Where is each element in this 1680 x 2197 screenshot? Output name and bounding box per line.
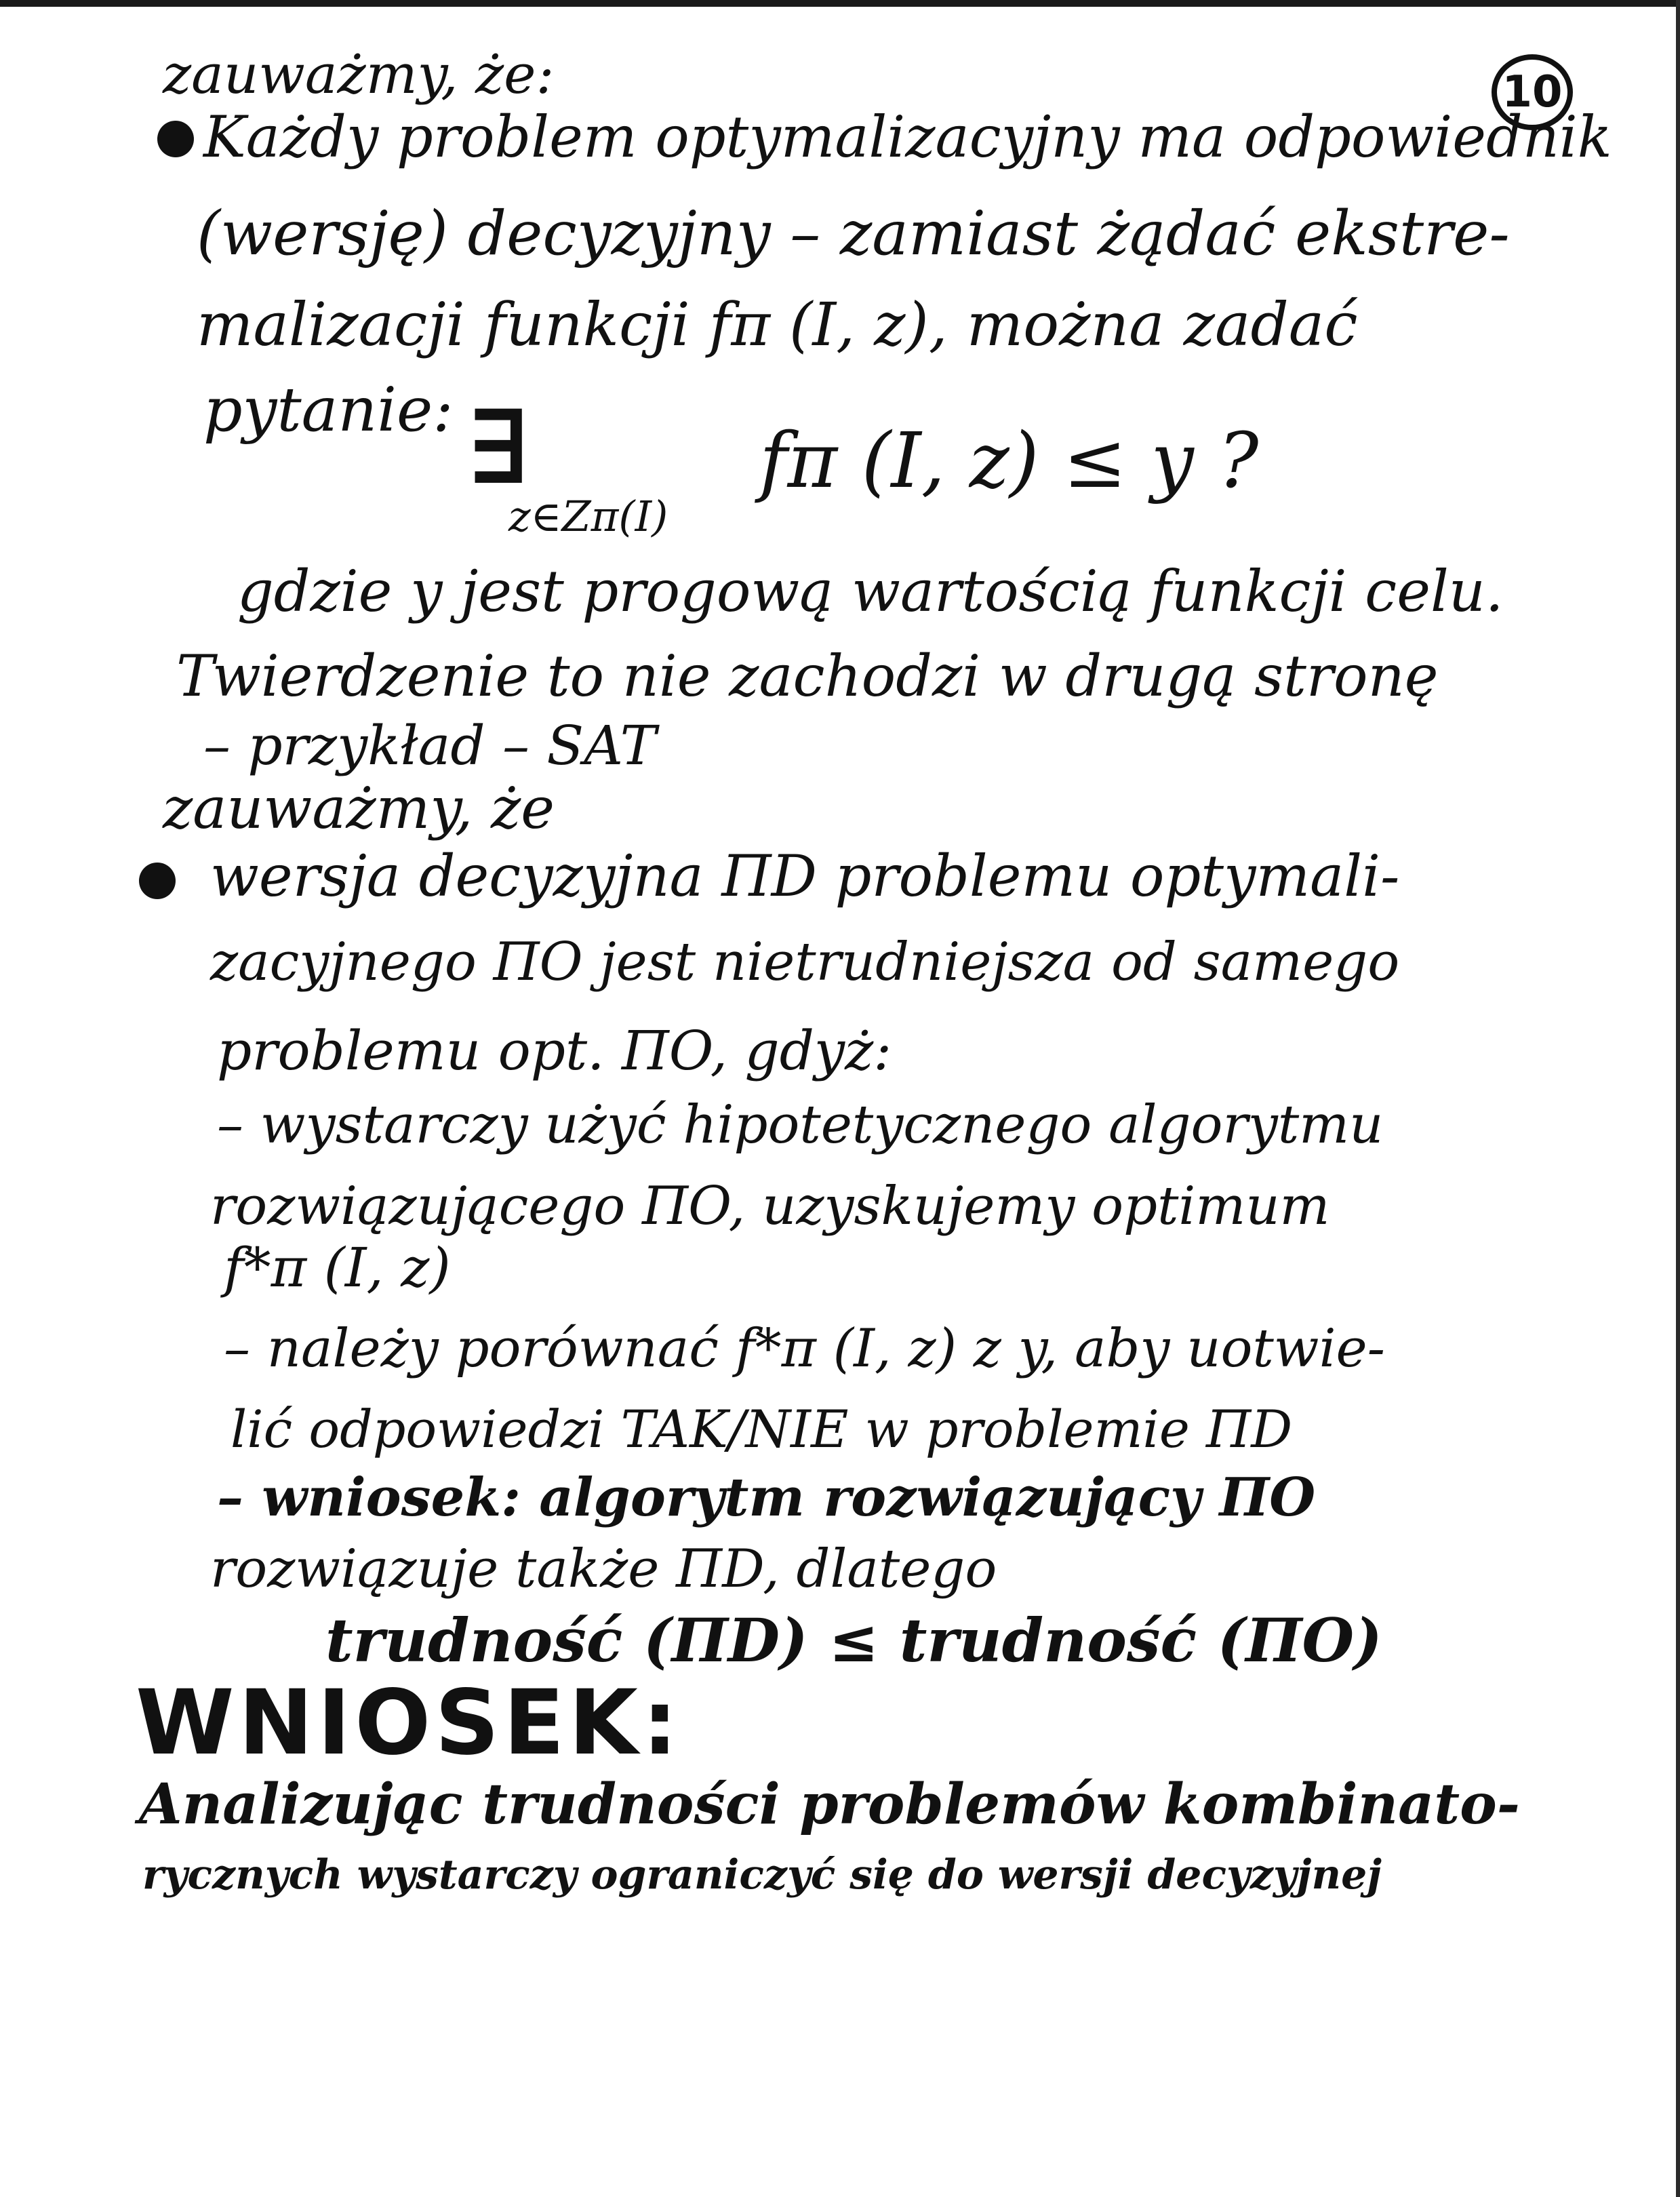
note-line-12: problemu opt. ΠO, gdyż: (217, 1019, 892, 1082)
note-line-14: rozwiązującego ΠO, uzyskujemy optimum (210, 1176, 1330, 1237)
note-line-17: lić odpowiedzi TAK/NIE w problemie ΠD (231, 1399, 1293, 1459)
note-line-10: wersja decyzyjna ΠD problemu optymali- (210, 843, 1400, 909)
note-line-22: rycznych wystarczy ograniczyć się do wersji decyzyjnej (142, 1851, 1382, 1899)
note-line-21: Analizując trudności problemów kombinato- (139, 1772, 1520, 1837)
formula-expression: fπ (I, z) ≤ y ? (759, 417, 1259, 505)
note-line-18: – wniosek: algorytm rozwiązujący ΠO (217, 1467, 1316, 1528)
note-line-8: – przykład – SAT (203, 714, 656, 777)
note-line-7: Twierdzenie to nie zachodzi w drugą stronę (176, 643, 1439, 709)
formula-subscript: z∈Zπ(I) (508, 492, 668, 541)
note-line-3: (wersję) decyzyjny – zamiast żądać ekstre- (197, 198, 1510, 269)
conclusion-heading: WNIOSEK: (136, 1671, 682, 1775)
bullet-icon (139, 863, 176, 899)
scan-right-edge (1676, 0, 1680, 2197)
note-line-15: f*π (I, z) (224, 1236, 451, 1299)
note-line-1: zauważmy, że: (163, 43, 555, 106)
exists-symbol: ∃ (468, 388, 531, 507)
note-line-16: – należy porównać f*π (I, z) z y, aby uotwie- (224, 1318, 1386, 1379)
note-line-20: trudność (ΠD) ≤ trudność (ΠO) (325, 1605, 1382, 1676)
note-line-11: zacyjnego ΠO jest nietrudniejsza od samego (210, 932, 1400, 993)
note-line-5: pytanie: (203, 374, 454, 446)
formula-block (468, 388, 1349, 541)
page-number: 10 (1502, 67, 1563, 117)
bullet-icon (157, 121, 194, 157)
note-line-2: Każdy problem optymalizacyjny ma odpowiednik (203, 104, 1612, 170)
note-line-4: malizacji funkcji fπ (I, z), można zadać (197, 290, 1358, 359)
note-line-13: – wystarczy użyć hipotetycznego algorytmu (217, 1094, 1384, 1155)
note-line-6: gdzie y jest progową wartością funkcji celu. (237, 558, 1504, 625)
scan-top-edge (0, 0, 1680, 7)
note-line-9: zauważmy, że (163, 775, 555, 842)
note-line-19: rozwiązuje także ΠD, dlatego (210, 1539, 997, 1600)
